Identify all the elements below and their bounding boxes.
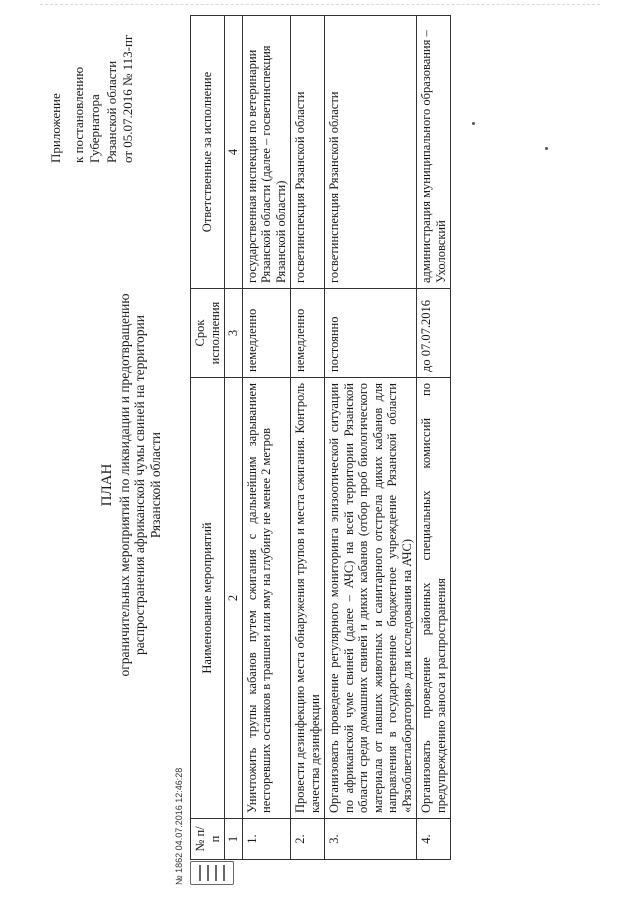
header-name: Наименование мероприятий [191,378,225,819]
registration-stamp [190,863,295,885]
header-term: Срок исполнения [191,289,225,378]
row-term: немедленно [242,289,291,378]
row-measure: Провести дезинфекцию места обнаружения трупов и места сжигания. Контроль качества дезинфекции [291,378,325,819]
row-number: 4. [417,819,451,860]
row-responsible: госветинспекция Рязанской области [291,16,325,289]
appendix-block [48,13,137,163]
index-cell: 3 [225,289,243,378]
table-header-row [191,16,225,860]
appendix-line-1: к постановлению Губернатора [70,66,102,163]
stamp-logo-icon [190,861,234,885]
row-responsible: государственная инспекция по ветеринарии Рязанской области (далее – госветинспекция Рязанской области) [242,16,291,289]
index-cell: 4 [225,16,243,289]
row-number: 1. [242,819,291,860]
row-term: постоянно [325,289,417,378]
appendix-line-2: Рязанской области [103,60,119,163]
table-row [417,16,451,860]
header-resp: Ответственные за исполнение [191,16,225,289]
plan-title: ПЛАН [99,463,115,507]
row-term: немедленно [291,289,325,378]
plan-subtitle-2: распространения африканской чумы свиней на территории [132,315,147,655]
row-number: 2. [291,819,325,860]
header-num: № п/п [191,819,225,860]
row-measure: Уничтожить трупы кабанов путем сжигания с дальнейшим зарыванием несгоревших останков в траншеи или яму на глубину не менее 2 метров [242,378,291,819]
row-measure: Организовать проведение районных специальных комиссий по предупреждению заноса и распространения [417,378,451,819]
plan-subtitle-1: ограничительных мероприятий по ликвидации и предотвращению [116,293,132,677]
table-row [325,16,417,860]
row-term: до 07.07.2016 [417,289,451,378]
index-cell: 1 [225,819,243,860]
appendix-line-3: от 05.07.2016 № 113-пг [120,34,135,163]
row-responsible: госветинспекция Рязанской области [325,16,417,289]
row-measure: Организовать проведение регулярного мониторинга эпизоотической ситуации по африканской чуме свиней (далее – АЧС) на всей территории Рязанской области среди домашних свиней и диких кабанов (отбор проб биологического материала от павших животных и санитарного отстрела диких кабанов для направления в государственное бюджетное учреждение Рязанской области «Рязоблветлаборатория» для исследования на АЧС) [325,378,417,819]
appendix-title: Приложение [48,93,63,163]
scan-speck [545,147,548,150]
rotated-page [40,15,560,885]
table-row [242,16,291,860]
scan-edge-artifact [40,4,600,11]
stamp-text: № 1862 04.07.2016 12:46:28 [174,767,184,885]
measures-table [190,15,451,860]
index-cell: 2 [225,378,243,819]
scan-speck [472,122,475,125]
row-responsible: администрация муниципального образования – Ухоловский [417,16,451,289]
document-heading [100,195,163,775]
row-number: 3. [325,819,417,860]
table-index-row [225,16,243,860]
table-row [291,16,325,860]
plan-subtitle-3: Рязанской области [147,431,163,539]
